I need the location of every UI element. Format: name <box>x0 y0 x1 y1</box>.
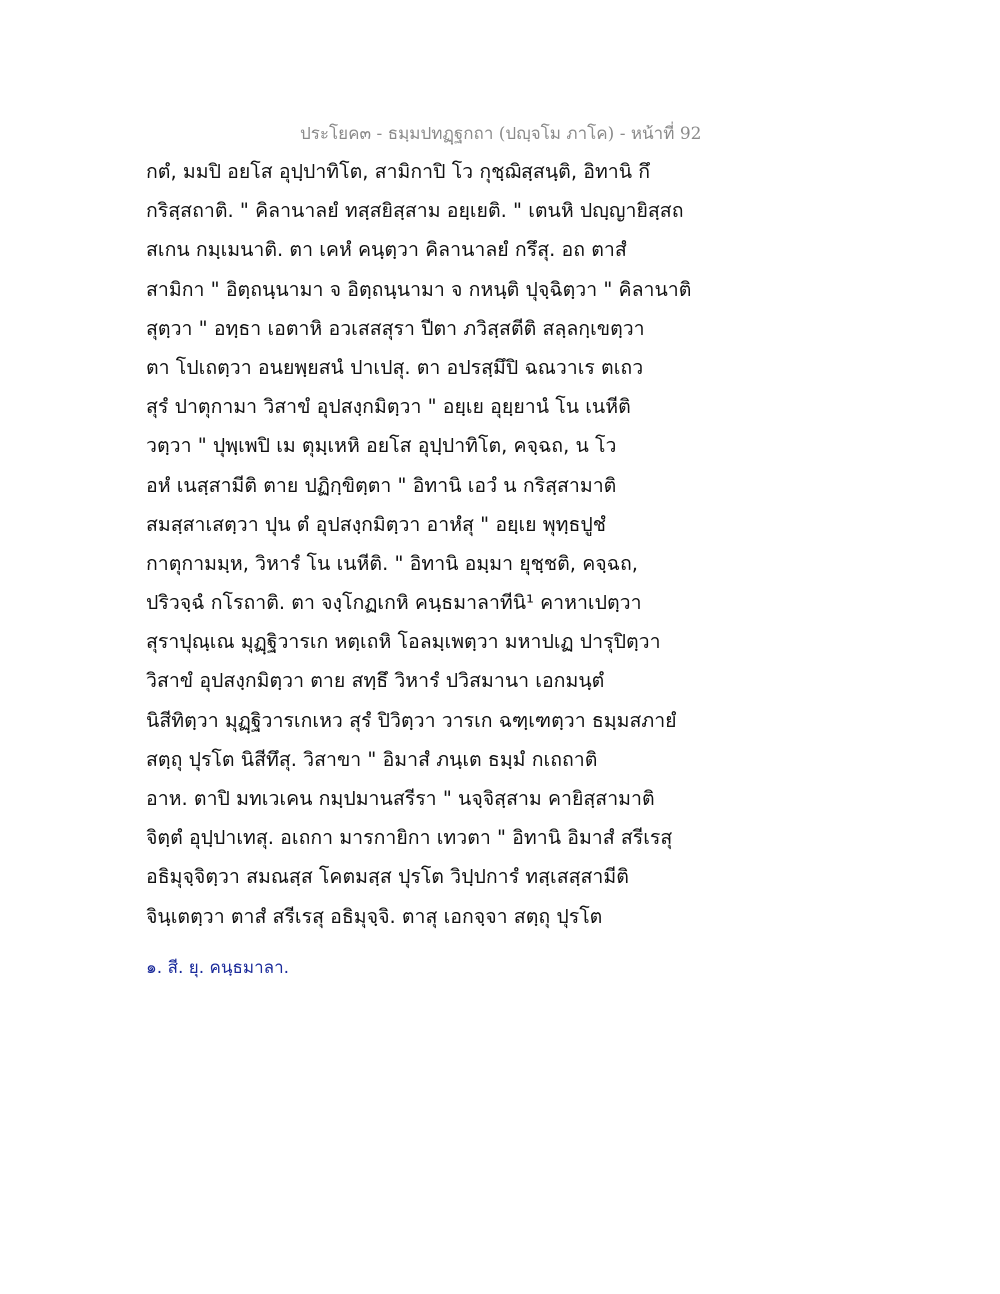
text-line: กตํ, มมปิ อยโส อุปฺปาทิโต, สามิกาปิ โว กุชฺฌิสฺสนฺติ, อิทานิ กึ <box>146 160 651 183</box>
text-line: สุราปุณฺเณ มุฏฺฐิวารเก หตฺเถหิ โอลมฺเพตฺวา มหาปเฏ ปารุปิตฺวา <box>146 630 661 654</box>
text-line: ปริวจฺฉํ กโรถาติ. ตา จงฺโกฏเกหิ คนฺธมาลาทีนิ¹ คาหาเปตฺวา <box>146 591 642 615</box>
text-line: สเกน กมฺเมนาติ. ตา เคหํ คนฺตฺวา คิลานาลยํ กรึสุ. อถ ตาสํ <box>146 238 627 262</box>
running-header: ประโยค๓ - ธมฺมปทฏฺฐกถา (ปญฺจโม ภาโค) - หน้าที่ 92 <box>300 124 702 144</box>
text-line: นิสีทิตฺวา มุฏฺฐิวารเกเหว สุรํ ปิวิตฺวา วารเก ฉฑฺเฑตฺวา ธมฺมสภายํ <box>146 708 677 732</box>
body-text <box>146 152 692 936</box>
text-line: สามิกา " อิตฺถนฺนามา จ อิตฺถนฺนามา จ กหนฺติ ปุจฺฉิตฺวา " คิลานาติ <box>146 277 692 301</box>
text-line: วิสาขํ อุปสงฺกมิตฺวา ตาย สทฺธึ วิหารํ ปวิสมานา เอกมนฺตํ <box>146 669 605 693</box>
text-line: จินฺเตตฺวา ตาสํ สรีเรสุ อธิมุจฺจิ. ตาสุ เอกจฺจา สตฺถุ ปุรโต <box>146 904 603 928</box>
text-line: ตา โปเถตฺวา อนยพฺยสนํ ปาเปสุ. ตา อปรสฺมึปิ ฉณวาเร ตเถว <box>146 355 644 379</box>
text-line: สมสฺสาเสตฺวา ปุน ตํ อุปสงฺกมิตฺวา อาหํสุ " อยฺเย พุทฺธปูชํ <box>146 512 606 536</box>
text-line: อธิมุจฺจิตฺวา สมณสฺส โคตมสฺส ปุรโต วิปฺปการํ ทสฺเสสฺสามีติ <box>146 865 629 889</box>
text-line: วตฺวา " ปุพฺเพปิ เม ตุมฺเหหิ อยโส อุปฺปาทิโต, คจฺฉถ, น โว <box>146 434 617 458</box>
text-line: อหํ เนสฺสามีติ ตาย ปฏิกฺขิตฺตา " อิทานิ เอวํ น กริสฺสามาติ <box>146 473 617 497</box>
text-line: กริสฺสถาติ. " คิลานาลยํ ทสฺสยิสฺสาม อยฺเยติ. " เตนหิ ปญฺญายิสฺสถ <box>146 199 684 223</box>
text-line: กาตุกามมฺห, วิหารํ โน เนหีติ. " อิทานิ อมฺมา ยุชฺชติ, คจฺฉถ, <box>146 551 638 575</box>
footnote: ๑. สี. ยุ. คนฺธมาลา. <box>146 958 290 978</box>
text-line: สุรํ ปาตุกามา วิสาขํ อุปสงฺกมิตฺวา " อยฺเย อุยฺยานํ โน เนหีติ <box>146 395 631 419</box>
text-line: สตฺถุ ปุรโต นิสีทึสุ. วิสาขา " อิมาสํ ภนฺเต ธมฺมํ กเถถาติ <box>146 747 598 771</box>
text-line: สุตฺวา " อทฺธา เอตาหิ อวเสสสุรา ปีตา ภวิสฺสตีติ สลฺลกฺเขตฺวา <box>146 316 645 340</box>
text-line: อาห. ตาปิ มทเวเคน กมฺปมานสรีรา " นจฺจิสฺสาม คายิสฺสามาติ <box>146 787 655 810</box>
text-line: จิตฺตํ อุปฺปาเทสุ. อเถกา มารกายิกา เทวตา " อิทานิ อิมาสํ สรีเรสุ <box>146 826 673 850</box>
